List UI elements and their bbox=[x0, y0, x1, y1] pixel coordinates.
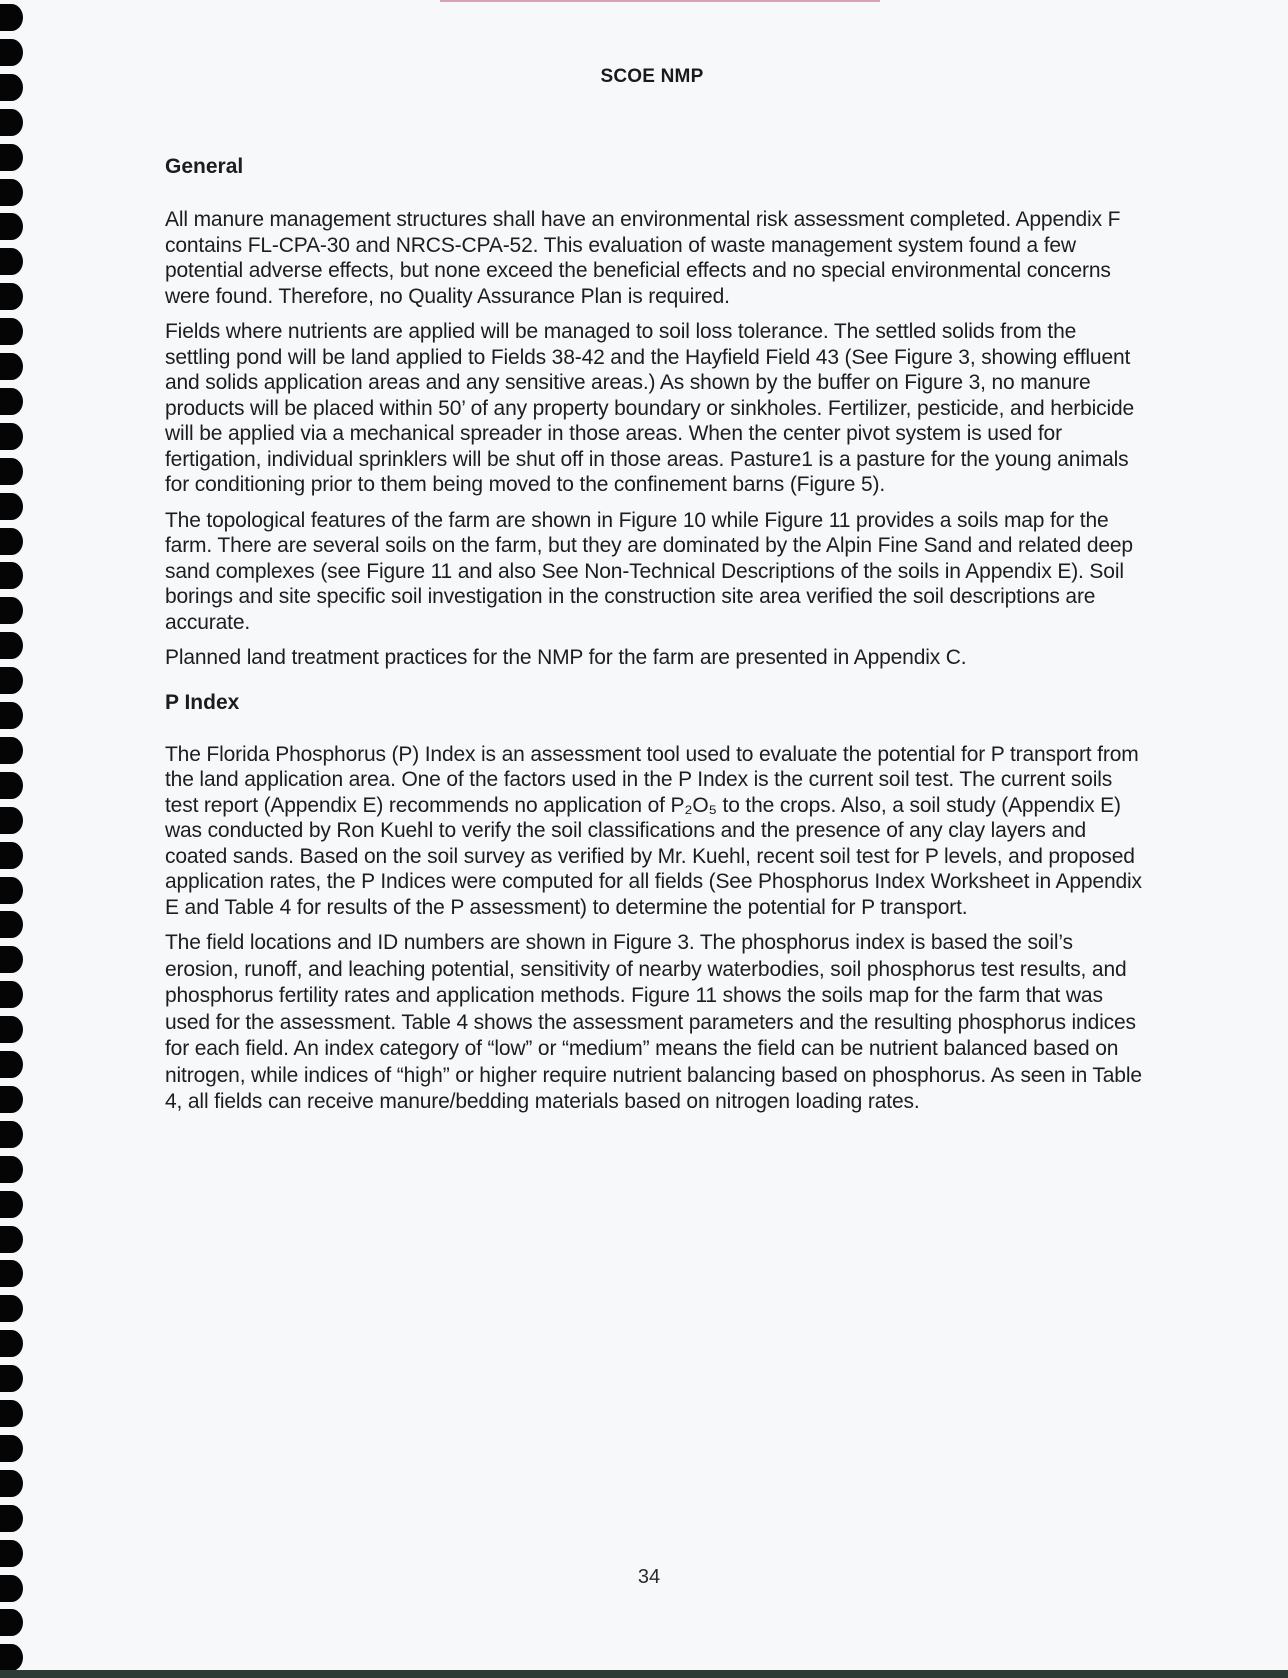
paragraph: Planned land treatment practices for the NMP for the farm are presented in Appendix C. bbox=[165, 646, 967, 669]
binding-hole bbox=[0, 1226, 23, 1253]
binding-hole bbox=[0, 737, 23, 764]
binding-hole bbox=[0, 1470, 23, 1497]
binding-hole bbox=[0, 1330, 23, 1357]
binding-hole bbox=[0, 562, 23, 589]
page-bottom-edge bbox=[0, 1670, 1288, 1678]
binding-hole bbox=[0, 1121, 23, 1148]
binding-hole bbox=[0, 1365, 23, 1392]
paragraph: The Florida Phosphorus (P) Index is an assessment tool used to evaluate the potential for P transport from the land application area. One of the factors used in the P Index is the current soil test. The current soils test report (Appendix E) recommends no application of P₂O₅ to the crops. Also, a soil study (Appendix E) was conducted by Ron Kuehl to verify the soil classifications and the presence of any clay layers and coated sands. Based on the soil survey as verified by Mr. Kuehl, recent soil test for P levels, and proposed application rates, the P Indices were computed for all fields (See Phosphorus Index Worksheet in Appendix E and Table 4 for results of the P assessment) to determine the potential for P transport. bbox=[165, 742, 1142, 919]
binding-hole bbox=[0, 911, 23, 938]
binding-hole bbox=[0, 388, 23, 415]
binding-hole bbox=[0, 842, 23, 869]
binding-hole bbox=[0, 1051, 23, 1078]
binding-hole bbox=[0, 1400, 23, 1427]
page-content bbox=[165, 153, 1145, 1126]
binding-hole bbox=[0, 1260, 23, 1287]
binding-hole bbox=[0, 144, 23, 171]
binding-hole bbox=[0, 1505, 23, 1532]
binding-hole bbox=[0, 1295, 23, 1322]
binding-hole bbox=[0, 772, 23, 799]
binding-hole bbox=[0, 1191, 23, 1218]
page-header: SCOE NMP bbox=[600, 66, 704, 87]
paragraph: Fields where nutrients are applied will be managed to soil loss tolerance. The settled solids from the settling pond will be land applied to Fields 38-42 and the Hayfield Field 43 (See Figure 3, showing effluent and solids application areas and any sensitive areas.) As shown by the buffer on Figure 3, no manure products will be placed within 50’ of any property boundary or sinkholes. Fertilizer, pesticide, and herbicide will be applied via a mechanical spreader in those areas. When the center pivot system is used for fertigation, individual sprinklers will be shut off in those areas. Pasture1 is a pasture for the young animals for conditioning prior to them being moved to the confinement barns (Figure 5). bbox=[165, 320, 1135, 496]
binding-hole bbox=[0, 528, 23, 555]
binding-hole bbox=[0, 946, 23, 973]
binding-hole bbox=[0, 702, 23, 729]
binding-hole bbox=[0, 877, 23, 904]
page-top-edge bbox=[440, 0, 880, 2]
binding-hole bbox=[0, 807, 23, 834]
binding-hole bbox=[0, 353, 23, 380]
binding-hole bbox=[0, 981, 23, 1008]
binding-hole bbox=[0, 632, 23, 659]
section-heading-general: General bbox=[165, 155, 244, 178]
binding-hole bbox=[0, 283, 23, 310]
paragraph: All manure management structures shall have an environmental risk assessment completed. Appendix F contains FL-CPA-30 and NRCS-CPA-52. This evaluation of waste management system found a few potential adverse effects, but none exceed the beneficial effects and no special environmental concerns were found. Therefore, no Quality Assurance Plan is required. bbox=[165, 208, 1121, 308]
binding-hole bbox=[0, 667, 23, 694]
binding-hole bbox=[0, 423, 23, 450]
page-number: 34 bbox=[637, 1566, 661, 1588]
binding-hole bbox=[0, 1156, 23, 1183]
paragraph: The field locations and ID numbers are shown in Figure 3. The phosphorus index is based the soil’s erosion, runoff, and leaching potential, sensitivity of nearby waterbodies, soil phosphorus test results, and phosphorus fertility rates and application methods. Figure 11 shows the soils map for the farm that was used for the assessment. Table 4 shows the assessment parameters and the resulting phosphorus indices for each field. An index category of “low” or “medium” means the field can be nutrient balanced based on nitrogen, while indices of “high” or higher require nutrient balancing based on phosphorus. As seen in Table 4, all fields can receive manure/bedding materials based on nitrogen loading rates. bbox=[165, 931, 1142, 1113]
binding-hole bbox=[0, 493, 23, 520]
binding-hole bbox=[0, 318, 23, 345]
binding-hole bbox=[0, 109, 23, 136]
binding-hole bbox=[0, 1609, 23, 1636]
binding-hole bbox=[0, 458, 23, 485]
binding-hole bbox=[0, 1016, 23, 1043]
binding-hole bbox=[0, 248, 23, 275]
binding-hole bbox=[0, 179, 23, 206]
binding-holes bbox=[0, 0, 40, 1678]
binding-hole bbox=[0, 39, 23, 66]
binding-hole bbox=[0, 597, 23, 624]
binding-hole bbox=[0, 1644, 23, 1671]
binding-hole bbox=[0, 4, 23, 31]
binding-hole bbox=[0, 1435, 23, 1462]
binding-hole bbox=[0, 1540, 23, 1567]
binding-hole bbox=[0, 213, 23, 240]
section-heading-p-index: P Index bbox=[165, 690, 240, 714]
paragraph: The topological features of the farm are shown in Figure 10 while Figure 11 provides a soils map for the farm. There are several soils on the farm, but they are dominated by the Alpin Fine Sand and related deep sand complexes (see Figure 11 and also See Non-Technical Descriptions of the soils in Appendix E). Soil borings and site specific soil investigation in the construction site area verified the soil descriptions are accurate. bbox=[165, 508, 1133, 634]
binding-hole bbox=[0, 1086, 23, 1113]
